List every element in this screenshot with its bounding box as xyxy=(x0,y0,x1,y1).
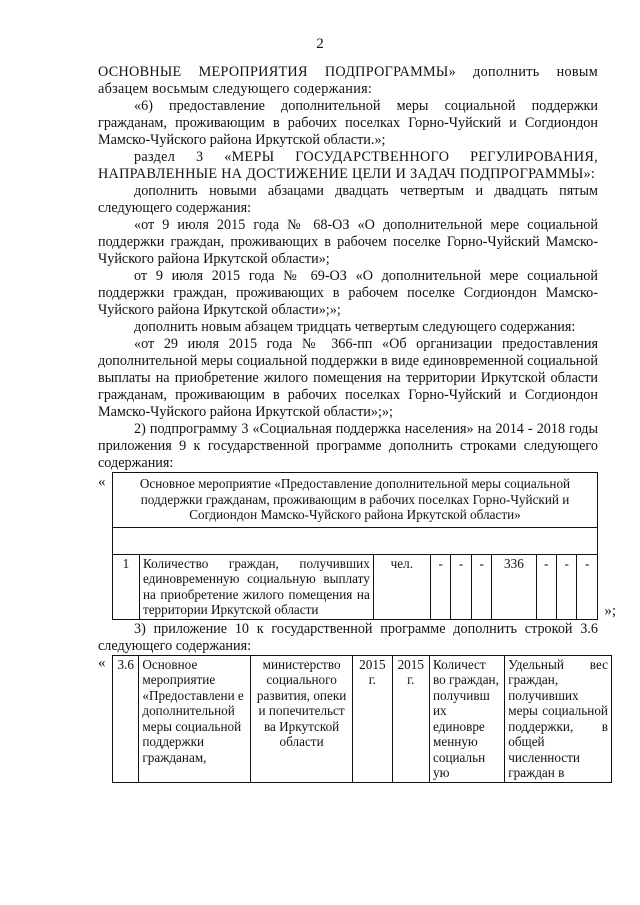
table1 xyxy=(112,472,598,620)
table2-open-quote: « xyxy=(98,654,106,671)
table2-year-end: 2015 г. xyxy=(392,655,429,782)
paragraph-4: дополнить новыми абзацами двадцать четвертым и двадцать пятым следующего содержания: xyxy=(98,183,598,216)
table1-v3: - xyxy=(471,554,491,619)
table1-v2: - xyxy=(451,554,471,619)
table1-open-quote: « xyxy=(98,474,106,490)
table1-header: Основное мероприятие «Предоставление дополнительной меры социальной поддержки гражданам, проживающим в рабочих поселках Горно-Чуйский и Согдиондон Мамско-Чуйского района Иркутской области» xyxy=(113,473,598,528)
paragraph-6: от 9 июля 2015 года № 69-ОЗ «О дополнительной мере социальной поддержки граждан, проживающих в рабочем поселке Согдиондон Мамско-Чуйского района Иркутской области»;»; xyxy=(98,268,598,318)
table1-name: Количество граждан, получивших единовременную социальную выплату на приобретение жилого помещения на территории Иркутской области xyxy=(139,554,373,619)
table2-year-start: 2015 г. xyxy=(353,655,392,782)
table1-wrapper xyxy=(98,472,616,620)
table1-num: 1 xyxy=(113,554,140,619)
table1-unit: чел. xyxy=(373,554,430,619)
paragraph-1: ОСНОВНЫЕ МЕРОПРИЯТИЯ ПОДПРОГРАММЫ» дополнить новым абзацем восьмым следующего содержания: xyxy=(98,64,598,97)
table1-v6: - xyxy=(556,554,576,619)
table2 xyxy=(112,655,612,783)
paragraph-10: 3) приложение 10 к государственной программе дополнить строкой 3.6 следующего содержания: xyxy=(98,620,598,654)
paragraph-8: «от 29 июля 2015 года № 366-пп «Об организации предоставления дополнительной меры социальной поддержки в виде единовременной социальной выплаты на приобретение жилого помещения на территории Иркутской области гражданам, проживающим в рабочих поселках Горно-Чуйский и Согдиондон Мамско-Чуйского района Иркутской области»;»; xyxy=(98,336,598,420)
table1-v5: - xyxy=(536,554,556,619)
table1-v1: - xyxy=(430,554,450,619)
table2-executor: министерство социального развития, опеки и попечительст ва Иркутской области xyxy=(251,655,353,782)
paragraph-9: 2) подпрограмму 3 «Социальная поддержка населения» на 2014 - 2018 годы приложения 9 к государственной программе дополнить строками следующего содержания: xyxy=(98,421,598,471)
table-row xyxy=(113,554,598,619)
table2-indicator: Количест во граждан, получивш их единовре менную социальн ую xyxy=(430,655,505,782)
paragraph-2: «6) предоставление дополнительной меры социальной поддержки гражданам, проживающим в рабочих поселках Горно-Чуйский и Согдиондон Мамско-Чуйского района Иркутской области.»; xyxy=(98,98,598,148)
table2-wrapper xyxy=(98,654,608,783)
paragraph-5: «от 9 июля 2015 года № 68-ОЗ «О дополнительной мере социальной поддержки граждан, проживающих в рабочем поселке Горно-Чуйский Мамско-Чуйского района Иркутской области»; xyxy=(98,217,598,267)
paragraph-3: раздел 3 «МЕРЫ ГОСУДАРСТВЕННОГО РЕГУЛИРОВАНИЯ, НАПРАВЛЕННЫЕ НА ДОСТИЖЕНИЕ ЦЕЛИ И ЗАДАЧ ПОДПРОГРАММЫ»: xyxy=(98,149,598,182)
table1-v4: 336 xyxy=(492,554,536,619)
table1-close-quote: »; xyxy=(604,602,616,619)
page-number: 2 xyxy=(316,36,324,52)
table1-v7: - xyxy=(577,554,598,619)
paragraph-7: дополнить новым абзацем тридцать четвертым следующего содержания: xyxy=(134,319,576,335)
table2-name: Основное мероприятие «Предоставлени е дополнительной меры социальной поддержки гражданам, xyxy=(139,655,251,782)
table2-num: 3.6 xyxy=(113,655,139,782)
table-row xyxy=(113,655,612,782)
table2-result: Удельный вес граждан, получивших меры социальной поддержки, в общей численности граждан в xyxy=(505,655,612,782)
table1-spacer xyxy=(113,527,598,554)
document-body xyxy=(98,64,616,783)
